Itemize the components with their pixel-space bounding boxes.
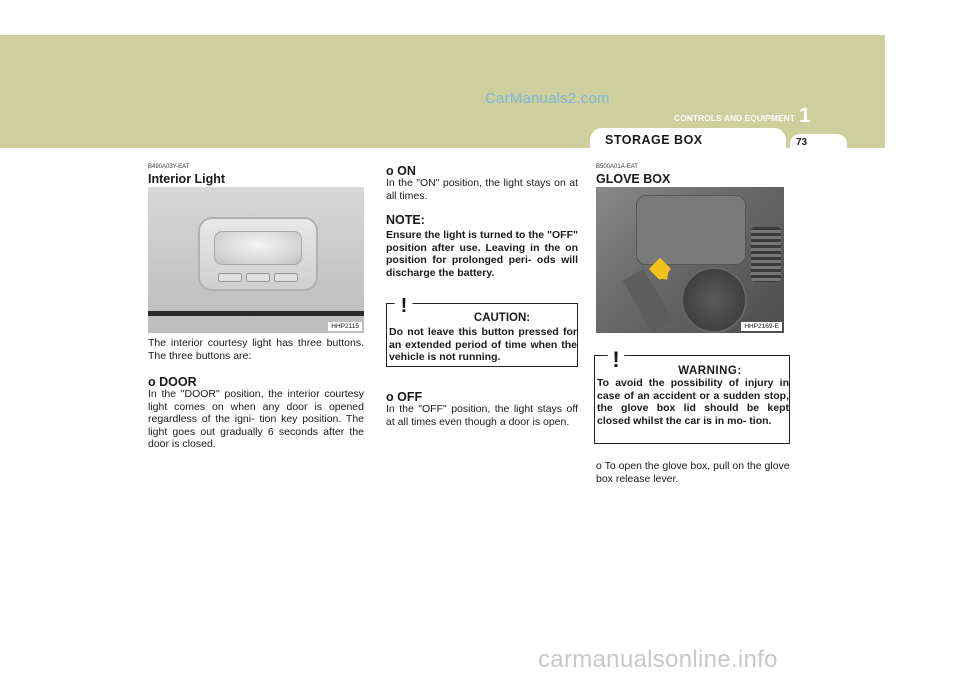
off-text: In the "OFF" position, the light stays off at all times even though a door is open.: [386, 403, 578, 428]
caution-text: Do not leave this button pressed for an extended period of time when the vehicle is not running.: [389, 326, 577, 363]
on-text: In the "ON" position, the light stays on at all times.: [386, 177, 578, 202]
section-tab-title: STORAGE BOX: [605, 133, 703, 147]
dash-vent: [751, 227, 781, 282]
headliner-stripe: [148, 311, 364, 316]
footer-watermark[interactable]: carmanualsonline.info: [538, 646, 778, 673]
section-label: CONTROLS AND EQUIPMENT: [673, 113, 795, 123]
off-heading: o OFF: [386, 390, 423, 404]
image-label: HHP2169-E: [741, 322, 782, 331]
caution-box: [386, 295, 578, 367]
warning-icon: [599, 340, 633, 372]
svg-text:!: !: [400, 295, 408, 316]
glove-box-code: B500A01A-EAT: [596, 164, 638, 170]
on-heading: o ON: [386, 164, 416, 178]
image-label: HHP2115: [328, 322, 362, 331]
page-number: 73: [796, 137, 808, 148]
lamp-button: [218, 273, 242, 282]
door-heading: o DOOR: [148, 375, 197, 389]
glove-box-instruction: o To open the glove box, pull on the glove box release lever.: [596, 460, 790, 485]
chapter-number: 1: [799, 104, 811, 127]
caution-icon: [389, 288, 419, 316]
lamp-button: [246, 273, 270, 282]
warning-text: To avoid the possibility of injury in case of an accident or a sudden stop, the glove box lid should be kept closed whilst the car is in mo- tion.: [597, 377, 789, 427]
page-tab: [790, 134, 847, 150]
glove-box-heading: GLOVE BOX: [596, 172, 671, 186]
door-text: In the "DOOR" position, the interior courtesy light comes on when any door is opened regardless of the igni- tion key position. The light goes out gradually 6 seconds after the door is closed.: [148, 388, 364, 450]
caution-heading: CAUTION:: [473, 312, 531, 324]
arrow-icon: [657, 268, 669, 280]
lamp-button: [274, 273, 298, 282]
interior-light-code: B490A03Y-EAT: [148, 164, 190, 170]
speaker-grille: [681, 267, 747, 333]
interior-light-photo: [148, 187, 364, 333]
lamp-lens: [214, 231, 302, 265]
dash-panel: [636, 195, 746, 265]
lamp-shell: [198, 217, 318, 291]
interior-light-heading: Interior Light: [148, 172, 226, 186]
note-text: Ensure the light is turned to the "OFF" position after use. Leaving in the on position for prolonged peri- ods will discharge the battery.: [386, 229, 578, 279]
svg-text:!: !: [612, 347, 620, 372]
site-watermark[interactable]: CarManuals2.com: [485, 90, 610, 107]
note-heading: NOTE:: [386, 213, 425, 227]
warning-box: [594, 347, 790, 444]
section-tab: [590, 128, 786, 150]
glove-box-photo: [596, 187, 784, 333]
intro-text: The interior courtesy light has three buttons. The three buttons are:: [148, 337, 364, 362]
warning-heading: WARNING:: [678, 365, 742, 377]
